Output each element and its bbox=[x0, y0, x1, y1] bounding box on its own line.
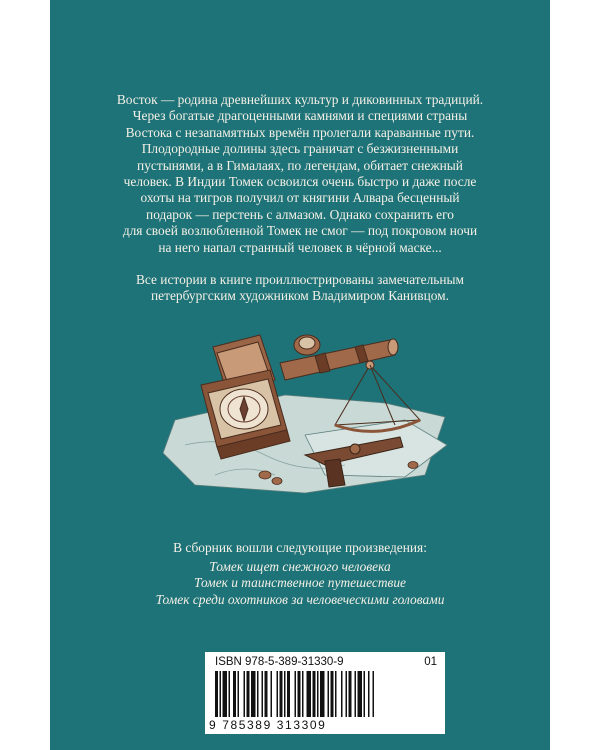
contents-list bbox=[50, 540, 550, 608]
blurb-line: пустынями, а в Гималаях, по легендам, обитает снежный bbox=[137, 157, 463, 173]
blurb-line: охоты на тигров получил от княгини Алвара бесценный bbox=[140, 190, 460, 206]
barcode-bar bbox=[346, 671, 348, 717]
barcode-bar bbox=[320, 671, 325, 717]
barcode-bar bbox=[251, 671, 256, 717]
barcode-bar bbox=[328, 671, 330, 717]
explorer-items-illustration bbox=[155, 325, 455, 500]
barcode-bars bbox=[215, 671, 437, 717]
barcode-bar bbox=[295, 671, 297, 717]
barcode-bar bbox=[302, 671, 304, 717]
barcode-bar bbox=[364, 671, 366, 717]
barcode-bar bbox=[238, 671, 240, 717]
back-cover bbox=[50, 0, 550, 750]
blurb-line: человек. В Индии Томек освоился очень быстро и даже после bbox=[123, 174, 477, 190]
barcode-bar bbox=[358, 671, 363, 717]
barcode-bar bbox=[220, 671, 222, 717]
blurb-line: Восток — родина древнейших культур и диковинных традиций. bbox=[116, 92, 484, 107]
contents-heading: В сборник вошли следующие произведения: bbox=[173, 540, 427, 555]
map-sheets bbox=[163, 395, 447, 493]
barcode-bar bbox=[257, 671, 259, 717]
barcode-bar bbox=[277, 671, 279, 717]
blurb-line: Через богатые драгоценными камнями и специями страны bbox=[132, 108, 468, 124]
blurb-line: для своей возлюбленной Томек не смог — под покровом ночи bbox=[122, 223, 478, 239]
barcode-bar bbox=[287, 671, 290, 717]
barcode-bar bbox=[229, 671, 231, 717]
work-title: Томек ищет снежного человека bbox=[209, 559, 391, 575]
barcode-bar bbox=[349, 671, 352, 717]
blurb-line: подарок — перстень с алмазом. Однако сохранить его bbox=[146, 206, 454, 222]
barcode-bar bbox=[223, 671, 228, 717]
barcode-bar bbox=[307, 671, 312, 717]
pocket-case bbox=[294, 335, 320, 355]
blurb-text bbox=[50, 92, 550, 305]
barcode-bar bbox=[233, 671, 236, 717]
blurb-line: Востока с незапамятных времён пролегали караванные пути. bbox=[125, 124, 475, 140]
barcode-bar bbox=[368, 671, 370, 717]
work-title: Томек среди охотников за человеческими головами bbox=[155, 591, 445, 607]
barcode-bar bbox=[335, 671, 337, 717]
barcode-digits: 9 785389 313309 bbox=[209, 718, 327, 732]
blurb-line: на него напал странный человек в чёрной маске... bbox=[158, 239, 442, 255]
barcode-bar bbox=[298, 671, 301, 717]
work-title: Томек и таинственное путешествие bbox=[194, 575, 406, 591]
code-suffix: 01 bbox=[424, 656, 437, 668]
barcode-bar bbox=[331, 671, 334, 717]
isbn-line bbox=[215, 656, 437, 668]
barcode-bar bbox=[265, 671, 268, 717]
barcode-bar bbox=[317, 671, 319, 717]
barcode-bar bbox=[373, 671, 375, 717]
isbn-label: ISBN 978-5-389-31330-9 bbox=[215, 656, 344, 668]
barcode-bar bbox=[313, 671, 316, 717]
barcode-bar bbox=[280, 671, 283, 717]
paragraph-gap bbox=[50, 256, 550, 272]
barcode-bar bbox=[262, 671, 264, 717]
illustrator-line: Все истории в книге проиллюстрированы замечательным bbox=[135, 272, 465, 288]
barcode-bar bbox=[244, 671, 246, 717]
barcode-bar bbox=[355, 671, 357, 717]
barcode-bar bbox=[284, 671, 286, 717]
barcode-bar bbox=[215, 671, 218, 717]
barcode-bar bbox=[271, 671, 273, 717]
blurb-line: Плодородные долины здесь граничат с безжизненными bbox=[141, 141, 459, 157]
barcode-panel bbox=[205, 652, 445, 734]
barcode-bar bbox=[247, 671, 250, 717]
barcode-bar bbox=[341, 671, 343, 717]
illustrator-line: петербургским художником Владимиром Канивцом. bbox=[150, 288, 450, 304]
